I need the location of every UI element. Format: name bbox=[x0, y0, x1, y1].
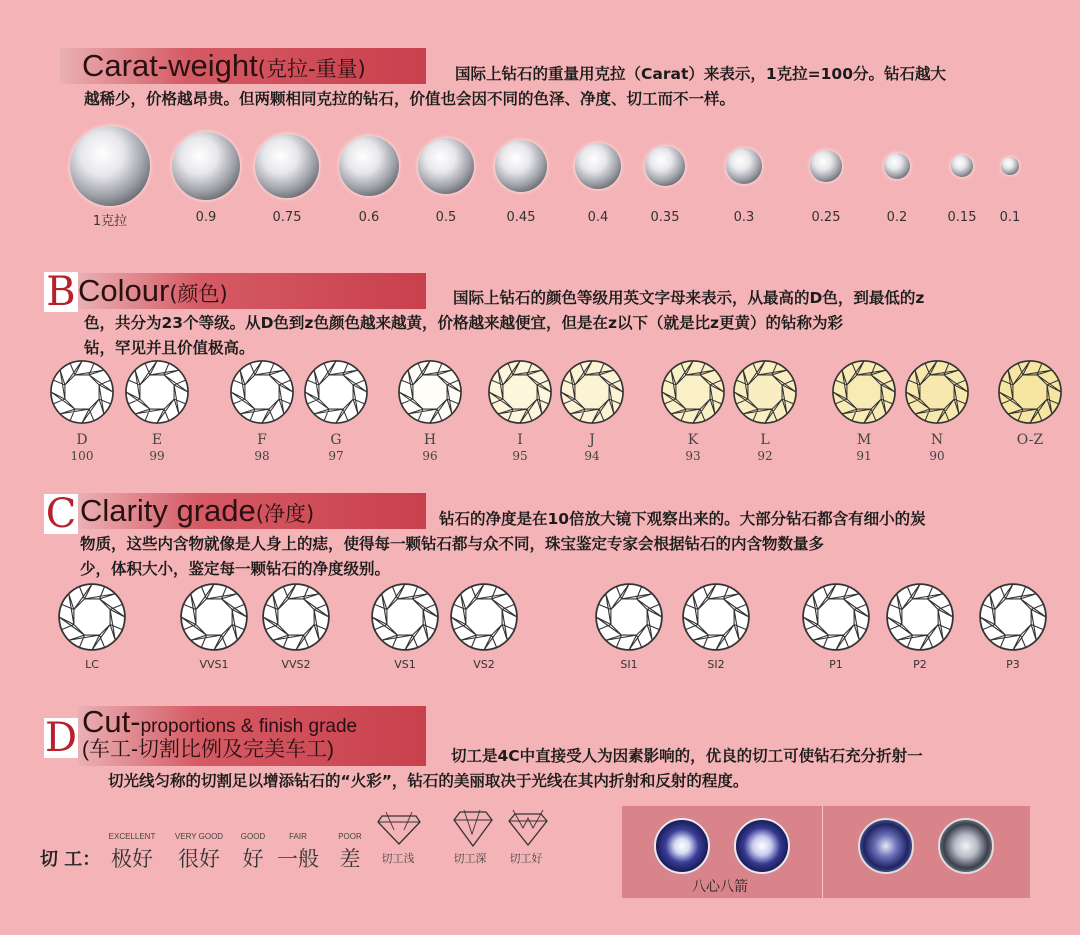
carat-label-1: 0.9 bbox=[195, 210, 217, 225]
colour-desc-line3: 钻，罕见并且价值极高。 bbox=[84, 339, 255, 357]
colour-score-5: 95 bbox=[512, 449, 528, 463]
clarity-diamond-6 bbox=[681, 582, 751, 652]
colour-score-3: 97 bbox=[328, 449, 344, 463]
section-a-desc bbox=[84, 62, 1044, 112]
colour-score-10: 90 bbox=[929, 449, 945, 463]
colour-grade-9: M bbox=[856, 432, 872, 448]
colour-score-7: 93 bbox=[685, 449, 701, 463]
hearts-photo-1 bbox=[858, 818, 914, 874]
arrows-photo-1 bbox=[654, 818, 710, 874]
carat-label-3: 0.6 bbox=[358, 210, 380, 225]
colour-diamond-11 bbox=[997, 359, 1063, 425]
carat-label-8: 0.3 bbox=[733, 210, 755, 225]
section-d-letter: D bbox=[44, 715, 78, 761]
section-b-letter: B bbox=[44, 272, 78, 312]
colour-desc-line1: 国际上钻石的颜色等级用英文字母来表示，从最高的D色，到最低的z bbox=[453, 289, 925, 307]
carat-label-9: 0.25 bbox=[811, 210, 841, 225]
clarity-label-2: VVS2 bbox=[281, 658, 311, 671]
clarity-label-5: SI1 bbox=[620, 658, 638, 671]
colour-diamond-1 bbox=[124, 359, 190, 425]
carat-desc-line1: 国际上钻石的重量用克拉（Carat）来表示，1克拉=100分。钻石越大 bbox=[455, 65, 946, 83]
section-b-desc bbox=[84, 286, 1044, 361]
cut-desc-line2: 切光线匀称的切割足以增添钻石的“火彩”，钻石的美丽取决于光线在其内折射和反射的程度。 bbox=[108, 772, 749, 790]
colour-diamond-4 bbox=[397, 359, 463, 425]
clarity-title: Clarity grade bbox=[80, 493, 256, 528]
clarity-desc-line3: 少，体积大小，鉴定每一颗钻石的净度级别。 bbox=[80, 560, 391, 578]
cut-title-cn: (车工-切割比例及完美车工) bbox=[82, 738, 334, 761]
depth-label-deep: 切工深 bbox=[453, 852, 487, 865]
clarity-desc-line2: 物质，这些内含物就像是人身上的痣，使得每一颗钻石都与众不同，珠宝鉴定专家会根据钻石的内含物数量多 bbox=[80, 535, 825, 553]
carat-gem-2 bbox=[255, 134, 319, 198]
colour-score-2: 98 bbox=[254, 449, 270, 463]
cut-grade-en-0: EXCELLENT bbox=[108, 832, 156, 841]
colour-title-cn: (颜色) bbox=[169, 282, 228, 306]
clarity-label-8: P2 bbox=[913, 658, 927, 671]
colour-score-6: 94 bbox=[584, 449, 600, 463]
carat-label-11: 0.15 bbox=[947, 210, 977, 225]
cut-title-sub: proportions & finish grade bbox=[140, 716, 358, 737]
section-c-letter: C bbox=[45, 491, 77, 537]
colour-diamond-3 bbox=[303, 359, 369, 425]
carat-label-7: 0.35 bbox=[650, 210, 680, 225]
clarity-label-4: VS2 bbox=[473, 658, 495, 671]
arrows-photo-2 bbox=[734, 818, 790, 874]
cut-grade-cn-2: 好 bbox=[242, 847, 264, 871]
clarity-title-cn: (净度) bbox=[255, 502, 315, 526]
carat-label-5: 0.45 bbox=[506, 210, 536, 225]
clarity-diamond-9 bbox=[978, 582, 1048, 652]
colour-score-9: 91 bbox=[856, 449, 872, 463]
cut-grade-cn-4: 差 bbox=[339, 847, 361, 871]
clarity-diamond-4 bbox=[449, 582, 519, 652]
carat-gem-5 bbox=[495, 140, 547, 192]
colour-grade-11: O-Z bbox=[1016, 432, 1044, 448]
carat-gem-9 bbox=[810, 150, 842, 182]
clarity-diamond-3 bbox=[370, 582, 440, 652]
cut-desc-line1: 切工是4C中直接受人为因素影响的，优良的切工可使钻石充分折射一 bbox=[451, 747, 923, 765]
carat-title-cn: (克拉-重量) bbox=[257, 57, 366, 81]
cut-grade-en-4: POOR bbox=[338, 832, 362, 841]
cut-grade-cn-1: 很好 bbox=[178, 847, 220, 871]
colour-grade-3: G bbox=[330, 432, 342, 448]
cut-title: Cut- bbox=[82, 704, 141, 739]
clarity-diamond-0 bbox=[57, 582, 127, 652]
clarity-diamond-5 bbox=[594, 582, 664, 652]
clarity-diamond-7 bbox=[801, 582, 871, 652]
clarity-label-9: P3 bbox=[1006, 658, 1020, 671]
colour-grade-5: I bbox=[517, 432, 523, 448]
colour-diamond-7 bbox=[660, 359, 726, 425]
carat-label-6: 0.4 bbox=[587, 210, 609, 225]
hearts-arrows-label: 八心八箭 bbox=[692, 879, 748, 895]
carat-gem-12 bbox=[1001, 157, 1019, 175]
cut-grade-cn-0: 极好 bbox=[111, 847, 153, 871]
clarity-label-0: LC bbox=[85, 658, 99, 671]
colour-diamond-0 bbox=[49, 359, 115, 425]
deep-cut-diagram bbox=[450, 808, 496, 848]
section-d-desc bbox=[108, 744, 1044, 794]
cut-grade-cn-3: 一般 bbox=[277, 847, 319, 871]
colour-grade-4: H bbox=[423, 432, 437, 448]
colour-grade-6: J bbox=[589, 432, 595, 448]
clarity-diamond-2 bbox=[261, 582, 331, 652]
colour-grade-8: L bbox=[760, 432, 770, 448]
colour-diamond-2 bbox=[229, 359, 295, 425]
colour-grade-1: E bbox=[151, 432, 163, 448]
cut-grade-en-3: FAIR bbox=[289, 832, 307, 841]
clarity-desc-line1: 钻石的净度是在10倍放大镜下观察出来的。大部分钻石都含有细小的炭 bbox=[439, 510, 926, 528]
carat-gem-4 bbox=[418, 138, 474, 194]
carat-label-12: 0.1 bbox=[999, 210, 1021, 225]
depth-label-ideal: 切工好 bbox=[509, 852, 543, 865]
colour-grade-2: F bbox=[257, 432, 267, 448]
carat-gem-8 bbox=[726, 148, 762, 184]
carat-title: Carat-weight bbox=[82, 48, 258, 83]
colour-grade-10: N bbox=[930, 432, 944, 448]
clarity-label-1: VVS1 bbox=[199, 658, 229, 671]
colour-grade-7: K bbox=[687, 432, 699, 448]
carat-label-10: 0.2 bbox=[886, 210, 908, 225]
depth-label-shallow: 切工浅 bbox=[381, 852, 415, 865]
cut-label: 切 工： bbox=[40, 849, 101, 870]
clarity-diamond-1 bbox=[179, 582, 249, 652]
clarity-label-3: VS1 bbox=[394, 658, 416, 671]
ideal-cut-diagram bbox=[505, 808, 551, 848]
carat-gem-3 bbox=[339, 136, 399, 196]
colour-grade-0: D bbox=[76, 432, 88, 448]
carat-gem-10 bbox=[884, 153, 910, 179]
colour-diamond-8 bbox=[732, 359, 798, 425]
clarity-label-6: SI2 bbox=[707, 658, 725, 671]
carat-gem-7 bbox=[645, 146, 685, 186]
carat-gem-1 bbox=[172, 132, 240, 200]
colour-score-0: 100 bbox=[70, 449, 94, 463]
clarity-label-7: P1 bbox=[829, 658, 843, 671]
carat-gem-6 bbox=[575, 143, 621, 189]
carat-label-2: 0.75 bbox=[272, 210, 302, 225]
colour-diamond-9 bbox=[831, 359, 897, 425]
carat-gem-0 bbox=[70, 126, 150, 206]
cut-grade-en-2: GOOD bbox=[240, 832, 266, 841]
colour-score-1: 99 bbox=[149, 449, 165, 463]
cut-grade-en-1: VERY GOOD bbox=[174, 832, 224, 841]
colour-title: Colour bbox=[78, 273, 170, 308]
colour-diamond-5 bbox=[487, 359, 553, 425]
colour-score-4: 96 bbox=[422, 449, 438, 463]
section-c-desc bbox=[80, 507, 1044, 582]
carat-gem-11 bbox=[951, 155, 973, 177]
clarity-diamond-8 bbox=[885, 582, 955, 652]
colour-score-8: 92 bbox=[757, 449, 773, 463]
carat-label-4: 0.5 bbox=[435, 210, 457, 225]
shallow-cut-diagram bbox=[376, 808, 422, 848]
hearts-photo-2 bbox=[938, 818, 994, 874]
carat-desc-line2: 越稀少，价格越昂贵。但两颗相同克拉的钻石，价值也会因不同的色泽、净度、切工而不一样。 bbox=[84, 90, 736, 108]
colour-diamond-6 bbox=[559, 359, 625, 425]
carat-label-0: 1克拉 bbox=[92, 214, 128, 229]
colour-diamond-10 bbox=[904, 359, 970, 425]
colour-desc-line2: 色，共分为23个等级。从D色到z色颜色越来越黄，价格越来越便宜，但是在z以下（就是比z更黄）的钻称为彩 bbox=[84, 314, 844, 332]
